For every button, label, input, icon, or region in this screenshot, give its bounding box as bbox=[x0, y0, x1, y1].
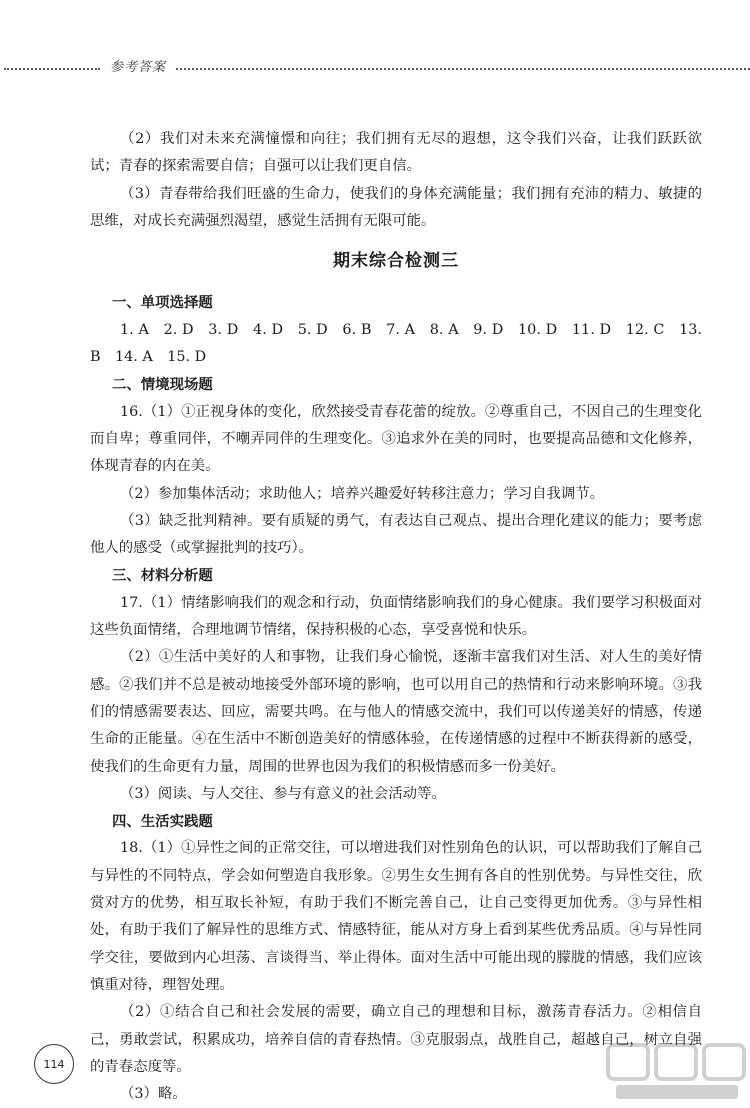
paragraph: （2）参加集体活动；求助他人；培养兴趣爱好转移注意力；学习自我调节。 bbox=[120, 485, 605, 502]
paragraph: （3）青春带给我们旺盛的生命力，使我们的身体充满能量；我们拥有充沛的精力、敏捷的思维，对成长充满强烈渴望，感觉生活拥有无限可能。 bbox=[90, 185, 702, 229]
question-heading: 四、生活实践题 bbox=[112, 813, 213, 831]
paragraph: （3）略。 bbox=[120, 1086, 187, 1103]
question-heading: 三、材料分析题 bbox=[112, 567, 213, 585]
paragraph: （2）我们对未来充满憧憬和向往；我们拥有无尽的遐想，这令我们兴奋，让我们跃跃欲试；青春的探索需要自信；自强可以让我们更自信。 bbox=[90, 131, 702, 175]
header-dotted-rule-left bbox=[4, 68, 100, 70]
header-dotted-rule-right bbox=[176, 68, 750, 70]
header-title: 参考答案 bbox=[110, 60, 167, 75]
answer-content bbox=[90, 126, 702, 1108]
paragraph: 16.（1）①正视身体的变化，欣然接受青春花蕾的绽放。②尊重自己，不因自己的生理变化而自卑；尊重同伴，不嘲弄同伴的生理变化。③追求外在美的同时，也要提高品德和文化修养，体现青春的内在美。 bbox=[90, 403, 702, 475]
paragraph: 17.（1）情绪影响我们的观念和行动，负面情绪影响我们的身心健康。我们要学习积极面对这些负面情绪，合理地调节情绪，保持积极的心态，享受喜悦和快乐。 bbox=[90, 594, 702, 639]
paragraph: （3）阅读、与人交往、参与有意义的社会活动等。 bbox=[120, 785, 446, 802]
question-heading: 一、单项选择题 bbox=[112, 294, 213, 312]
paragraph: （2）①生活中美好的人和事物，让我们身心愉悦，逐渐丰富我们对生活、对人生的美好情感。②我们并不总是被动地接受外部环境的影响，也可以用自己的热情和行动来影响环境。③我们的情感需要表达、回应，需要共鸣。在与他人的情感交流中，我们可以传递美好的情感，传递生命的正能量。④在生活中不断创造美好的情感体验，在传递情感的过程中不断获得新的感受，使我们的生命更有力量，周围的世界也因为我们的积极情感而多一份美好。 bbox=[90, 649, 702, 775]
paragraph: （2）①结合自己和社会发展的需要，确立自己的理想和目标，激荡青春活力。②相信自己，勇敢尝试，积累成功，培养自信的青春热情。③克服弱点，战胜自己，超越自己，树立自强的青春态度等。 bbox=[90, 1004, 702, 1075]
paragraph: （3）缺乏批判精神。要有质疑的勇气，有表达自己观点、提出合理化建议的能力；要考虑他人的感受（或掌握批判的技巧）。 bbox=[90, 512, 702, 557]
question-heading: 二、情境现场题 bbox=[112, 376, 213, 394]
choice-answers: 1. A 2. D 3. D 4. D 5. D 6. B 7. A 8. A 9. D 10. D 11. D 12. C 13. B 14. A 15. D bbox=[90, 321, 702, 366]
paragraph: 18.（1）①异性之间的正常交往，可以增进我们对性别角色的认识，可以帮助我们了解自己与异性的不同特点，学会如何塑造自我形象。②男生女生拥有各自的性别优势。与异性交往，欣赏对方的优势，相互取长补短，有助于我们不断完善自己，让自己变得更加优秀。③与异性相处，有助于我们了解异性的思维方式、情感特征，能从对方身上看到某些优秀品质。④与异性同学交往，要做到内心坦荡、言谈得当、举止得体。面对生活中可能出现的朦胧的情感，我们应该慎重对待，理智处理。 bbox=[90, 840, 702, 993]
section-title: 期末综合检测三 bbox=[333, 251, 459, 272]
watermark-logo-icon bbox=[606, 1041, 746, 1103]
page-header bbox=[0, 48, 750, 88]
page-number: 114 bbox=[34, 1044, 74, 1084]
